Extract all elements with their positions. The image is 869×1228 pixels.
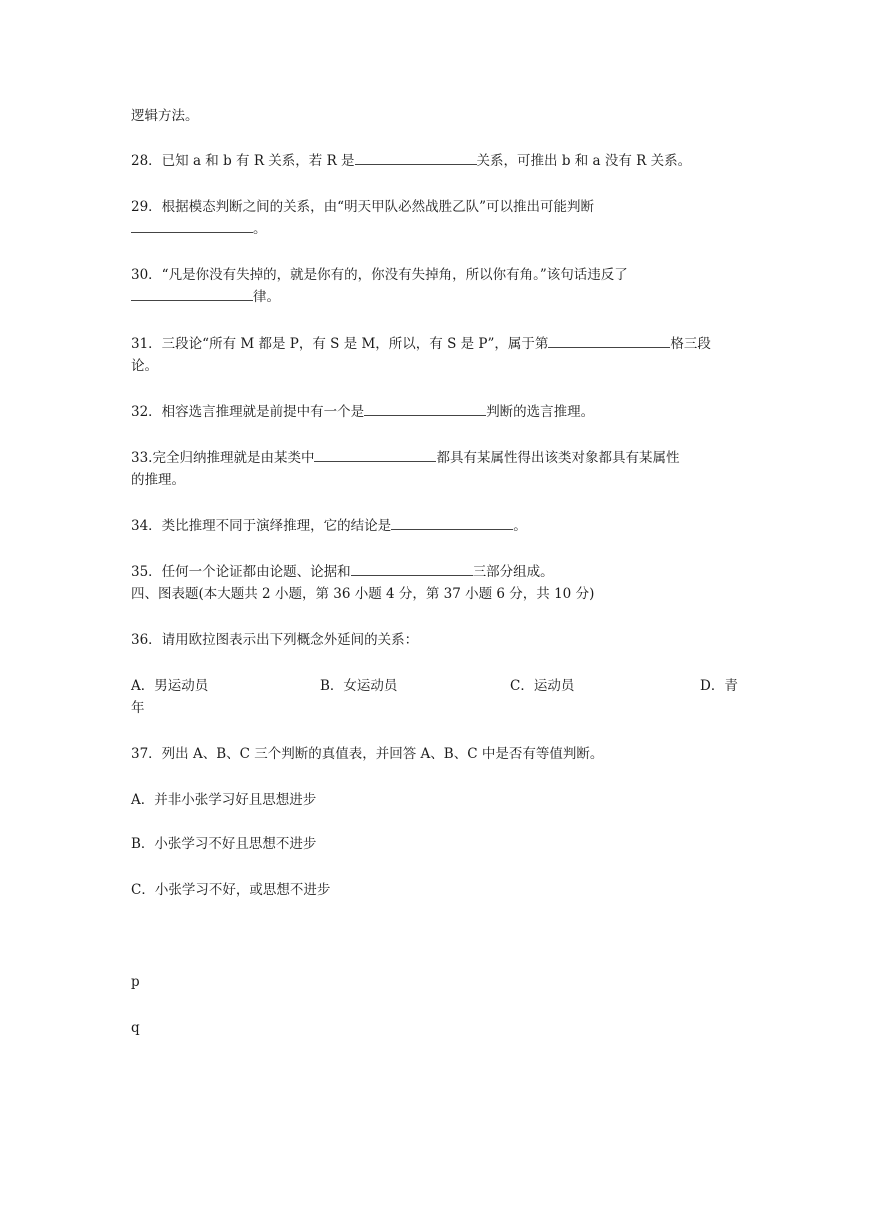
q32-blank[interactable]: [364, 401, 486, 416]
q32-text-post: 判断的选言推理。: [486, 404, 595, 420]
q36-option-b: B．女运动员: [320, 678, 398, 694]
q34-text-post: 。: [513, 518, 527, 534]
q31-blank[interactable]: [548, 333, 670, 348]
question-35: [131, 561, 741, 583]
q35-text-pre: 35．任何一个论证都由论题、论据和: [131, 564, 351, 580]
question-30-line2: [131, 286, 741, 308]
q31-text-pre: 31．三段论“所有 M 都是 P，有 S 是 M，所以，有 S 是 P”，属于第: [131, 336, 549, 352]
q28-text-post: 关系，可推出 b 和 a 没有 R 关系。: [476, 153, 692, 169]
q28-text-pre: 28．已知 a 和 b 有 R 关系，若 R 是: [131, 153, 355, 169]
truth-table-var-p: p: [131, 974, 140, 990]
question-31: [131, 333, 741, 355]
q29-blank[interactable]: [131, 218, 253, 233]
q34-text-pre: 34．类比推理不同于演绎推理，它的结论是: [131, 518, 392, 534]
q37-judgment-b: B．小张学习不好且思想不进步: [131, 836, 317, 852]
q35-text-post: 三部分组成。: [472, 564, 554, 580]
q32-text-pre: 32．相容选言推理就是前提中有一个是: [131, 404, 365, 420]
q28-blank[interactable]: [355, 150, 477, 165]
q29-text-post: 。: [253, 221, 267, 237]
q36-option-d-wrap: 年: [131, 700, 145, 716]
q37-judgment-c: C．小张学习不好，或思想不进步: [131, 882, 331, 898]
question-28: [131, 150, 741, 172]
q30-text-post: 律。: [253, 289, 280, 305]
question-33-line2: 的推理。: [131, 472, 185, 488]
q33-blank[interactable]: [314, 447, 436, 462]
question-34: [131, 515, 741, 537]
q31-text-post: 格三段: [670, 336, 711, 352]
question-30: 30．“凡是你没有失掉的，就是你有的，你没有失掉角，所以你有角。”该句话违反了: [131, 267, 628, 283]
question-32: [131, 401, 741, 423]
q33-text-pre: 33.完全归纳推理就是由某类中: [131, 450, 315, 466]
question-36: 36．请用欧拉图表示出下列概念外延间的关系：: [131, 632, 419, 648]
q36-option-d: D．青: [700, 678, 738, 694]
intro-tail: 逻辑方法。: [131, 108, 199, 124]
q30-blank[interactable]: [131, 286, 253, 301]
question-31-line2: 论。: [131, 358, 158, 374]
question-29-line2: [131, 218, 741, 240]
question-29: 29．根据模态判断之间的关系，由“明天甲队必然战胜乙队”可以推出可能判断: [131, 199, 594, 215]
section-4-heading: 四、图表题(本大题共 2 小题，第 36 小题 4 分，第 37 小题 6 分，共 10 分): [131, 586, 595, 602]
question-37: 37．列出 A、B、C 三个判断的真值表，并回答 A、B、C 中是否有等值判断。: [131, 746, 604, 762]
q36-option-c: C．运动员: [510, 678, 575, 694]
q36-option-a: A．男运动员: [131, 678, 209, 694]
q33-text-post: 都具有某属性得出该类对象都具有某属性: [436, 450, 680, 466]
q34-blank[interactable]: [391, 515, 513, 530]
q37-judgment-a: A．并非小张学习好且思想进步: [131, 792, 317, 808]
question-33: [131, 447, 741, 469]
truth-table-var-q: q: [131, 1020, 140, 1036]
q35-blank[interactable]: [351, 561, 473, 576]
